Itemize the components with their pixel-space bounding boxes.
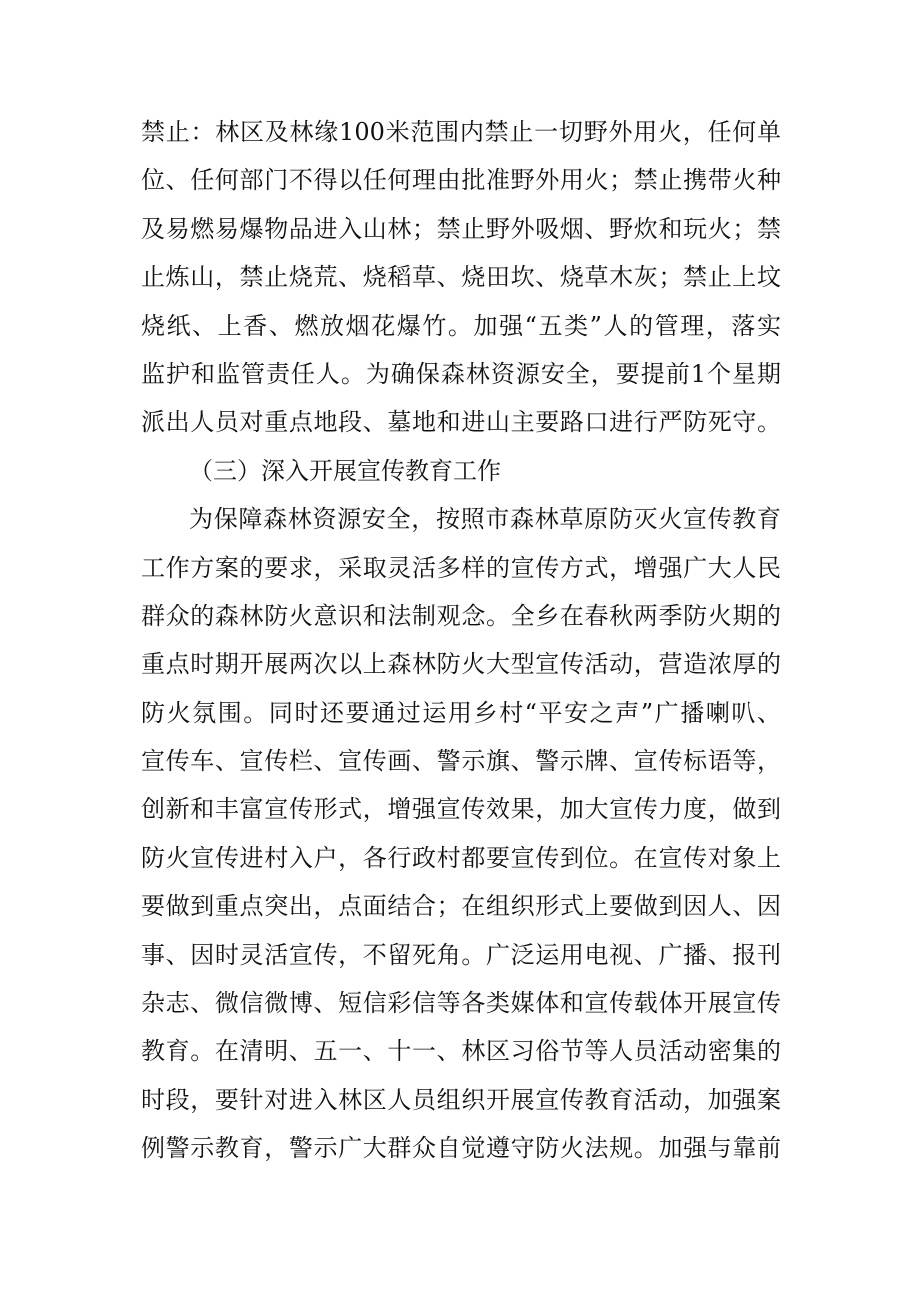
paragraph-line: 教育。在清明、五一、十一、林区习俗节等人员活动密集的 xyxy=(141,1037,781,1066)
paragraph-line: 派出人员对重点地段、墓地和进山主要路口进行严防死守。 xyxy=(141,408,781,437)
paragraph-line: 要做到重点突出，点面结合；在组织形式上要做到因人、因 xyxy=(141,892,781,921)
paragraph-line: 禁止：林区及林缘100米范围内禁止一切野外用火，任何单 xyxy=(141,118,781,146)
paragraph-publicity-education xyxy=(141,495,781,1172)
paragraph-line: 监护和监管责任人。为确保森林资源安全，要提前1个星期 xyxy=(141,359,781,388)
paragraph-line: 宣传车、宣传栏、宣传画、警示旗、警示牌、宣传标语等， xyxy=(141,747,781,776)
paragraph-line: 群众的森林防火意识和法制观念。全乡在春秋两季防火期的 xyxy=(141,601,781,630)
section-heading: （三）深入开展宣传教育工作 xyxy=(189,456,501,485)
paragraph-line: 防火氛围。同时还要通过运用乡村“平安之声”广播喇叭、 xyxy=(141,698,781,727)
paragraph-line: 事、因时灵活宣传，不留死角。广泛运用电视、广播、报刊 xyxy=(141,940,781,969)
paragraph-line: 烧纸、上香、燃放烟花爆竹。加强“五类”人的管理，落实 xyxy=(141,311,781,340)
paragraph-line: 为保障森林资源安全，按照市森林草原防灭火宣传教育 xyxy=(189,505,781,534)
paragraph-line: 及易燃易爆物品进入山林；禁止野外吸烟、野炊和玩火；禁 xyxy=(141,214,781,243)
document-body xyxy=(141,108,781,1173)
paragraph-line: 杂志、微信微博、短信彩信等各类媒体和宣传载体开展宣传 xyxy=(141,989,781,1018)
paragraph-line: 创新和丰富宣传形式，增强宣传效果，加大宣传力度，做到 xyxy=(141,795,781,824)
paragraph-line: 时段，要针对进入林区人员组织开展宣传教育活动，加强案 xyxy=(141,1085,781,1114)
paragraph-line: 防火宣传进村入户，各行政村都要宣传到位。在宣传对象上 xyxy=(141,843,781,872)
paragraph-line: 止炼山，禁止烧荒、烧稻草、烧田坎、烧草木灰；禁止上坟 xyxy=(141,263,781,292)
paragraph-line: 位、任何部门不得以任何理由批准野外用火；禁止携带火种 xyxy=(141,166,781,195)
paragraph-line: 例警示教育，警示广大群众自觉遵守防火法规。加强与靠前 xyxy=(141,1134,781,1163)
paragraph-fire-prohibitions xyxy=(141,108,781,447)
paragraph-line: 重点时期开展两次以上森林防火大型宣传活动，营造浓厚的 xyxy=(141,650,781,679)
paragraph-line: 工作方案的要求，采取灵活多样的宣传方式，增强广大人民 xyxy=(141,553,781,582)
